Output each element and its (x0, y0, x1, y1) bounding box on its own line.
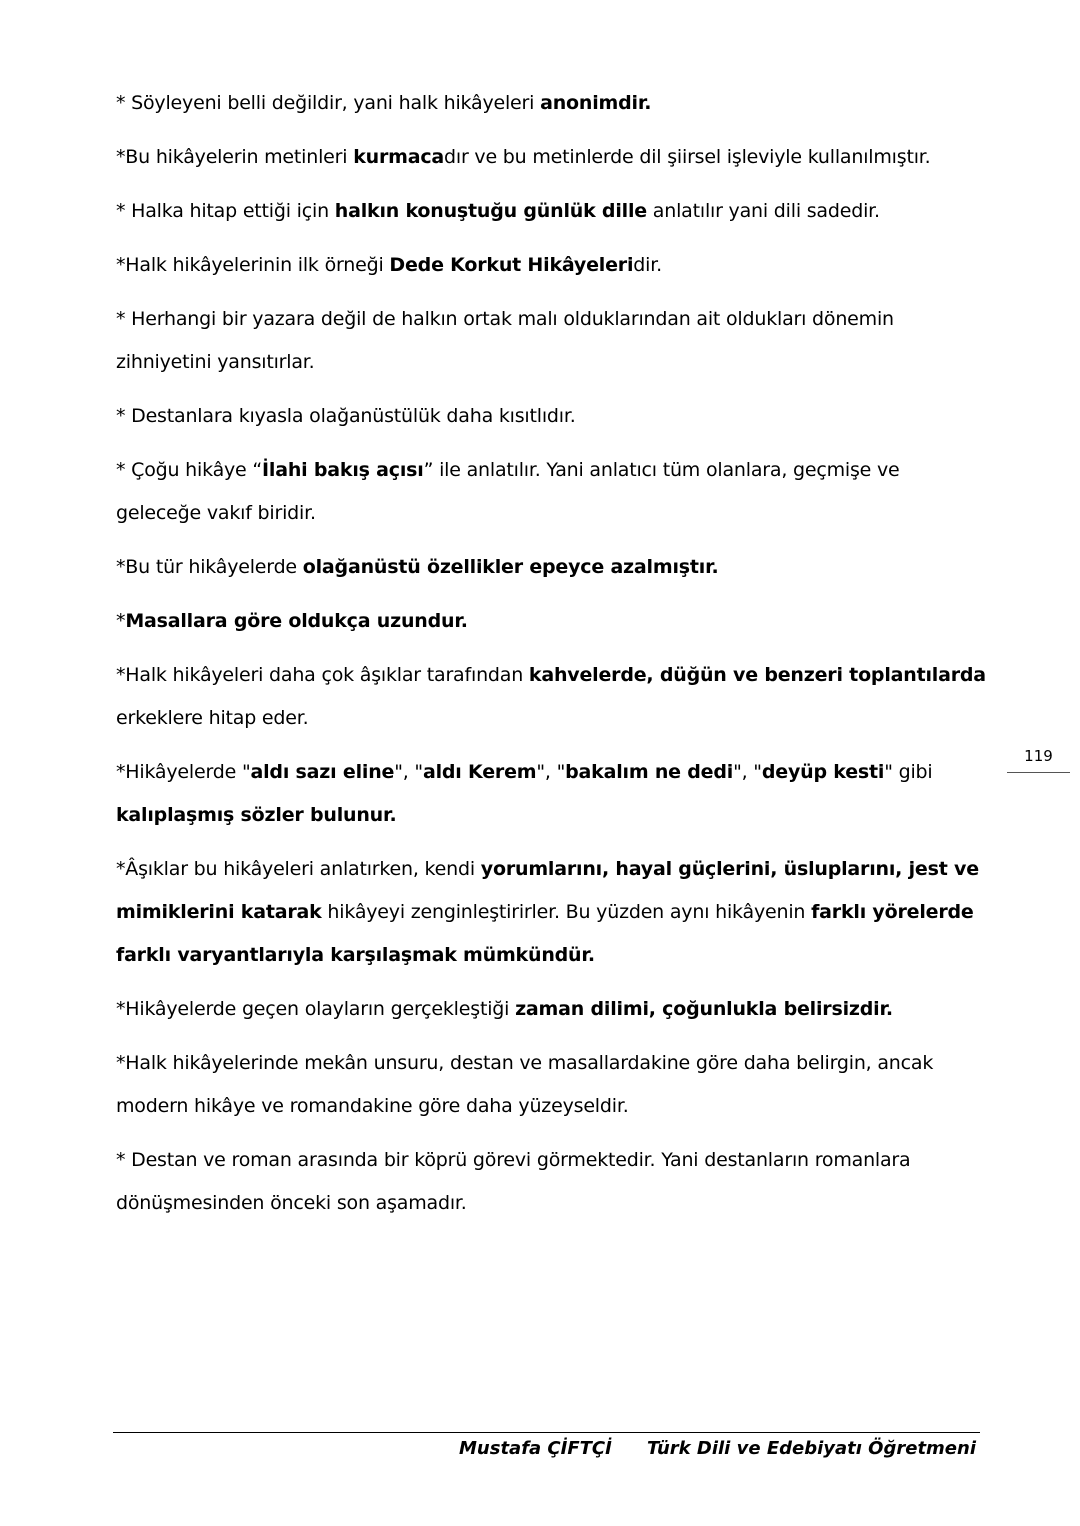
bold-text-run: Masallara göre oldukça uzundur. (125, 610, 468, 632)
text-run: dir. (633, 254, 662, 276)
text-run: * Herhangi bir yazara değil de halkın ortak malı olduklarından ait oldukları dönemin zihniyetini yansıtırlar. (116, 308, 894, 373)
footer-role: Türk Dili ve Edebiyatı Öğretmeni (647, 1438, 977, 1459)
text-run: *Halk hikâyelerinin ilk örneği (116, 254, 390, 276)
text-run: *Halk hikâyeleri daha çok âşıklar tarafından (116, 664, 529, 686)
bullet-paragraph (116, 848, 986, 977)
text-run: * Destanlara kıyasla olağanüstülük daha kısıtlıdır. (116, 405, 576, 427)
text-run: * (116, 610, 126, 632)
text-run: * Destan ve roman arasında bir köprü görevi görmektedir. Yani destanların romanlara dönüşmesinden önceki son aşamadır. (116, 1149, 911, 1214)
bold-text-run: aldı sazı eline (250, 761, 395, 783)
text-run: *Bu hikâyelerin metinleri (116, 146, 354, 168)
bullet-paragraph (116, 546, 986, 589)
bullet-paragraph (116, 600, 986, 643)
page-number-rule (1007, 772, 1070, 773)
bullet-paragraph (116, 298, 986, 384)
text-run: dır ve bu metinlerde dil şiirsel işleviyle kullanılmıştır. (444, 146, 931, 168)
bold-text-run: İlahi bakış açısı (262, 459, 424, 481)
text-run: anlatılır yani dili sadedir. (646, 200, 880, 222)
text-run: *Âşıklar bu hikâyeleri anlatırken, kendi (116, 858, 481, 880)
text-run: * Söyleyeni belli değildir, yani halk hikâyeleri (116, 92, 541, 114)
bullet-paragraph (116, 449, 986, 535)
bullet-paragraph (116, 82, 986, 125)
bullet-paragraph (116, 395, 986, 438)
bold-text-run: halkın konuştuğu günlük dille (334, 200, 647, 222)
bullet-paragraph (116, 988, 986, 1031)
text-run: ", " (733, 761, 762, 783)
text-run: hikâyeyi zenginleştirirler. Bu yüzden aynı hikâyenin (321, 901, 812, 923)
text-run: ", " (394, 761, 423, 783)
text-run: *Hikâyelerde geçen olayların gerçekleştiği (116, 998, 516, 1020)
bullet-paragraph (116, 1042, 986, 1128)
page-number: 119 (1024, 747, 1053, 765)
bullet-paragraph (116, 136, 986, 179)
footer-rule (113, 1432, 980, 1433)
bold-text-run: farklı yörelerde farklı varyantlarıyla karşılaşmak mümkündür. (116, 901, 974, 966)
text-run: * Çoğu hikâye “ (116, 459, 263, 481)
bold-text-run: kahvelerde, düğün ve benzeri toplantılarda (528, 664, 986, 686)
text-run: *Hikâyelerde " (116, 761, 251, 783)
text-run: ", " (536, 761, 566, 783)
bullet-paragraph (116, 244, 986, 287)
bold-text-run: zaman dilimi, çoğunlukla belirsizdir. (515, 998, 893, 1020)
bold-text-run: deyüp kesti (761, 761, 885, 783)
bullet-paragraph (116, 751, 986, 837)
bold-text-run: kalıplaşmış sözler bulunur. (116, 804, 397, 826)
bold-text-run: anonimdir. (540, 92, 652, 114)
bullet-paragraph (116, 1139, 986, 1225)
bold-text-run: olağanüstü özellikler epeyce azalmıştır. (302, 556, 719, 578)
bold-text-run: bakalım ne dedi (565, 761, 734, 783)
text-run: ” ile anlatılır. Yani anlatıcı tüm olanlara, geçmişe ve geleceğe vakıf biridir. (116, 459, 900, 524)
bold-text-run: Dede Korkut Hikâyeleri (389, 254, 634, 276)
text-run: *Halk hikâyelerinde mekân unsuru, destan ve masallardakine göre daha belirgin, ancak modern hikâye ve romandakine göre daha yüzeyseldir. (116, 1052, 934, 1117)
bold-text-run: yorumlarını, hayal güçlerini, üsluplarını, jest ve mimiklerini katarak (116, 858, 979, 923)
text-run: " gibi (884, 761, 933, 783)
text-run: erkeklere hitap eder. (116, 707, 309, 729)
text-run: *Bu tür hikâyelerde (116, 556, 303, 578)
text-run: * Halka hitap ettiği için (116, 200, 335, 222)
footer-author: Mustafa ÇİFTÇİ (459, 1438, 612, 1459)
bullet-paragraph (116, 190, 986, 233)
bullet-paragraph (116, 654, 986, 740)
document-body (116, 82, 986, 1236)
bold-text-run: kurmaca (353, 146, 445, 168)
bold-text-run: aldı Kerem (422, 761, 537, 783)
